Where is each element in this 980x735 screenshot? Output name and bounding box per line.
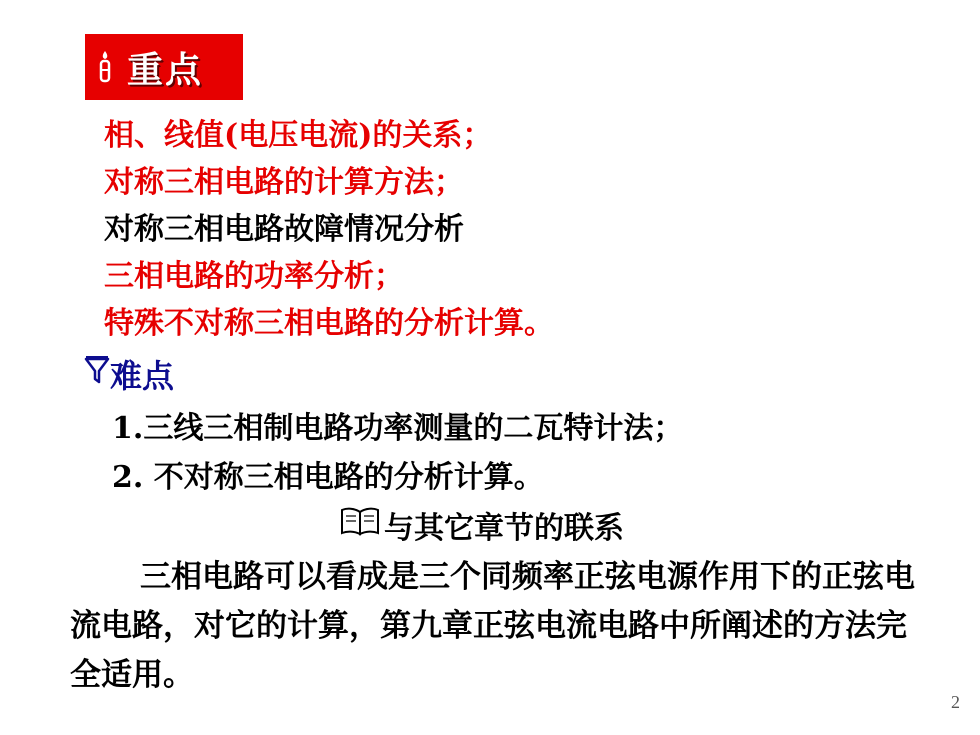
difficulty-item: 1.三线三相制电路功率测量的二瓦特计法； (112, 411, 684, 446)
difficulties-list (112, 404, 683, 502)
relation-title: 与其它章节的联系 (384, 511, 624, 546)
difficulty-item: 2. 不对称三相电路的分析计算。 (112, 460, 544, 495)
key-points-list (104, 112, 554, 347)
key-points-badge (85, 34, 243, 100)
open-book-icon (340, 506, 384, 544)
key-point-item: 对称三相电路故障情况分析 (104, 212, 464, 247)
key-point-item: 三相电路的功率分析； (104, 259, 404, 294)
key-point-item: 相、线值(电压电流)的关系； (104, 118, 493, 153)
relation-heading (340, 503, 624, 547)
key-point-item: 特殊不对称三相电路的分析计算。 (104, 306, 554, 341)
difficulties-title: 难点 (110, 357, 175, 395)
key-points-title: 重点 (127, 48, 204, 91)
key-point-item: 对称三相电路的计算方法； (104, 165, 464, 200)
funnel-icon (84, 355, 110, 393)
difficulties-heading (84, 352, 174, 396)
candle-icon (97, 46, 113, 88)
relation-paragraph: 三相电路可以看成是三个同频率正弦电源作用下的正弦电流电路，对它的计算，第九章正弦电流电路中所阐述的方法完全适用。 (70, 559, 915, 693)
page-number: 2 (951, 692, 960, 712)
